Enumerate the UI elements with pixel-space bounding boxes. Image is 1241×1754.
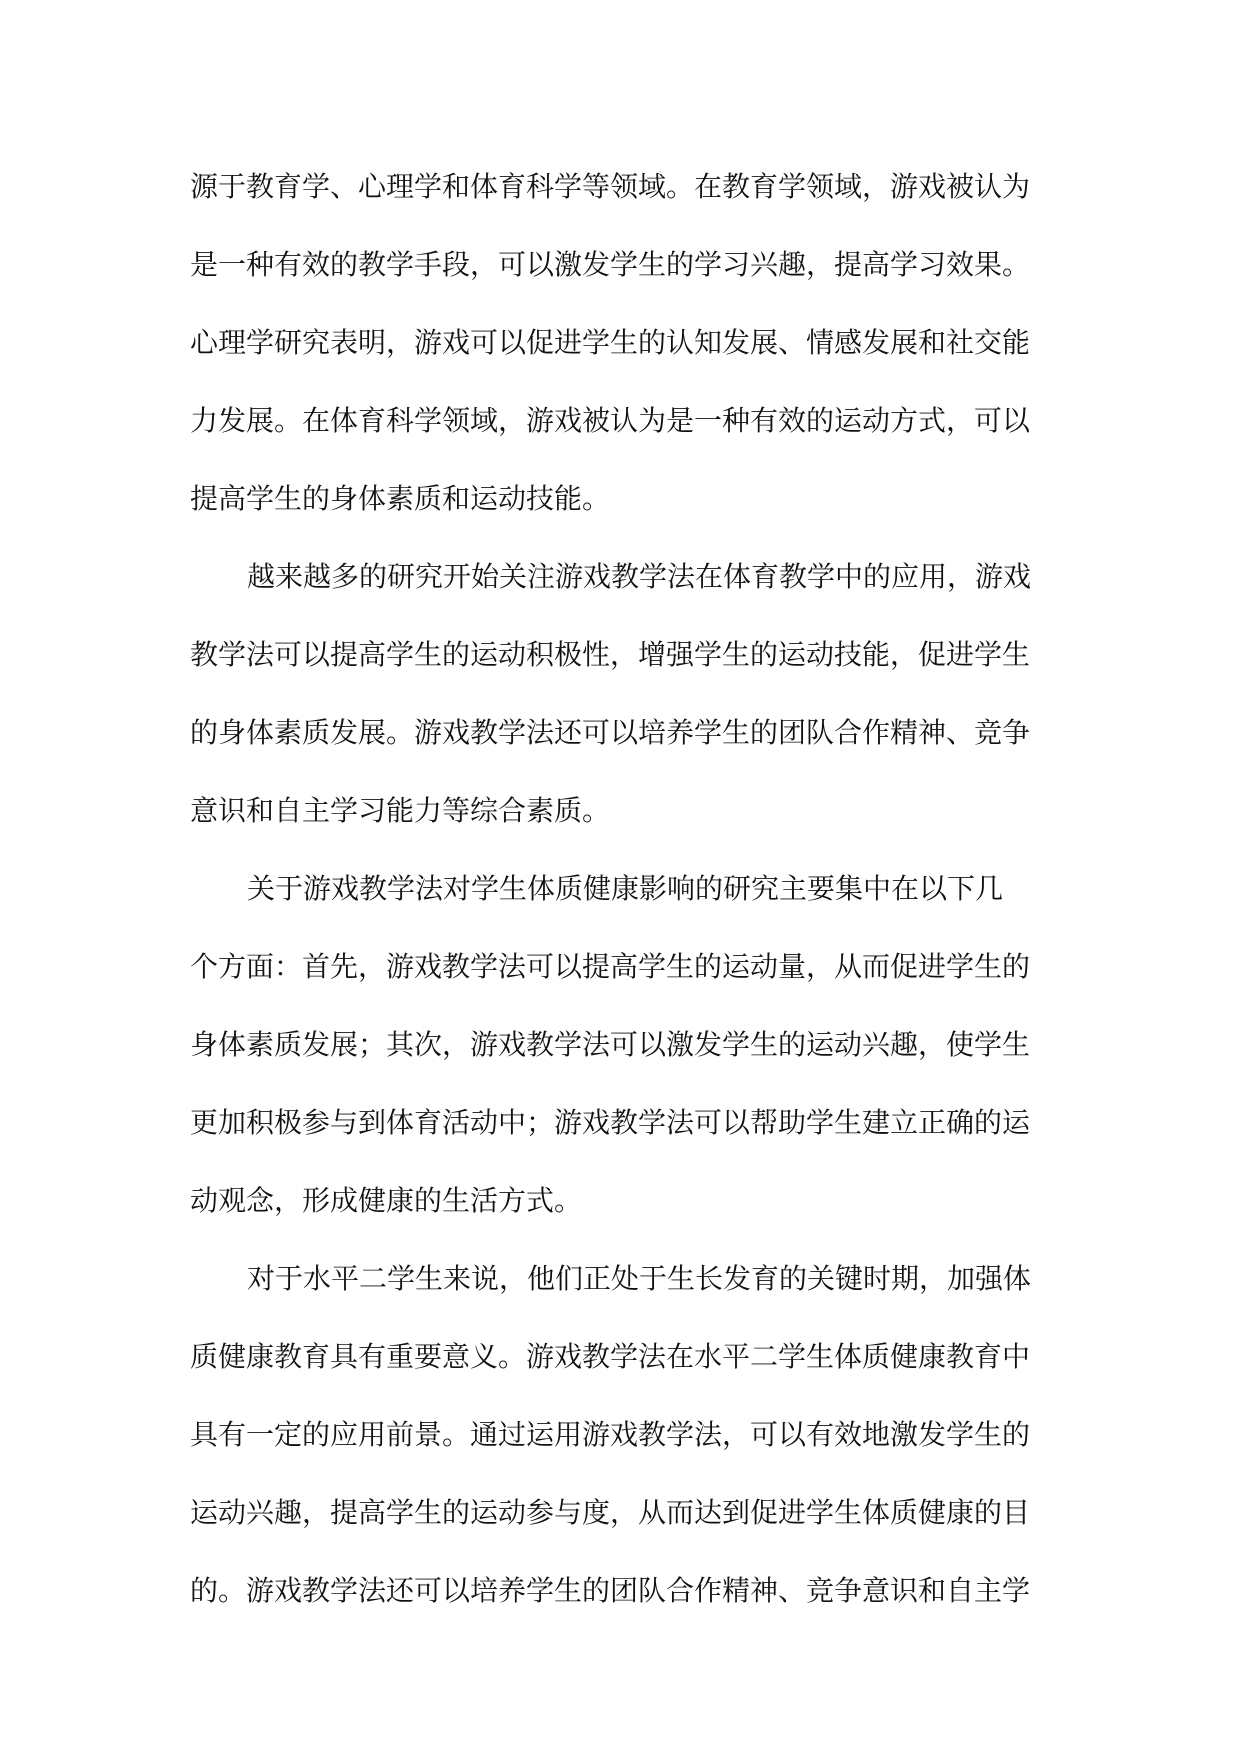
text-line: 更加积极参与到体育活动中；游戏教学法可以帮助学生建立正确的运 [190,1106,1031,1139]
text-line: 具有一定的应用前景。通过运用游戏教学法，可以有效地激发学生的 [190,1418,1031,1451]
text-line: 的。游戏教学法还可以培养学生的团队合作精神、竞争意识和自主学 [190,1574,1031,1607]
text-line: 运动兴趣，提高学生的运动参与度，从而达到促进学生体质健康的目 [190,1496,1031,1529]
text-line: 提高学生的身体素质和运动技能。 [190,482,611,515]
text-line: 的身体素质发展。游戏教学法还可以培养学生的团队合作精神、竞争 [190,716,1031,749]
text-line: 质健康教育具有重要意义。游戏教学法在水平二学生体质健康教育中 [190,1340,1031,1373]
text-line: 个方面：首先，游戏教学法可以提高学生的运动量，从而促进学生的 [190,950,1031,983]
text-line: 身体素质发展；其次，游戏教学法可以激发学生的运动兴趣，使学生 [190,1028,1031,1061]
text-line: 教学法可以提高学生的运动积极性，增强学生的运动技能，促进学生 [190,638,1031,671]
text-line: 是一种有效的教学手段，可以激发学生的学习兴趣，提高学习效果。 [190,248,1031,281]
text-line: 力发展。在体育科学领域，游戏被认为是一种有效的运动方式，可以 [190,404,1031,437]
paragraph-first-line: 越来越多的研究开始关注游戏教学法在体育教学中的应用，游戏 [247,560,1032,593]
text-line: 意识和自主学习能力等综合素质。 [190,794,611,827]
text-line: 动观念，形成健康的生活方式。 [190,1184,583,1217]
text-line: 心理学研究表明，游戏可以促进学生的认知发展、情感发展和社交能 [190,326,1031,359]
text-line: 源于教育学、心理学和体育科学等领域。在教育学领域，游戏被认为 [190,170,1031,203]
paragraph-first-line: 对于水平二学生来说，他们正处于生长发育的关键时期，加强体 [247,1262,1032,1295]
body-text [190,148,1052,1630]
paragraph-first-line: 关于游戏教学法对学生体质健康影响的研究主要集中在以下几 [247,872,1004,905]
